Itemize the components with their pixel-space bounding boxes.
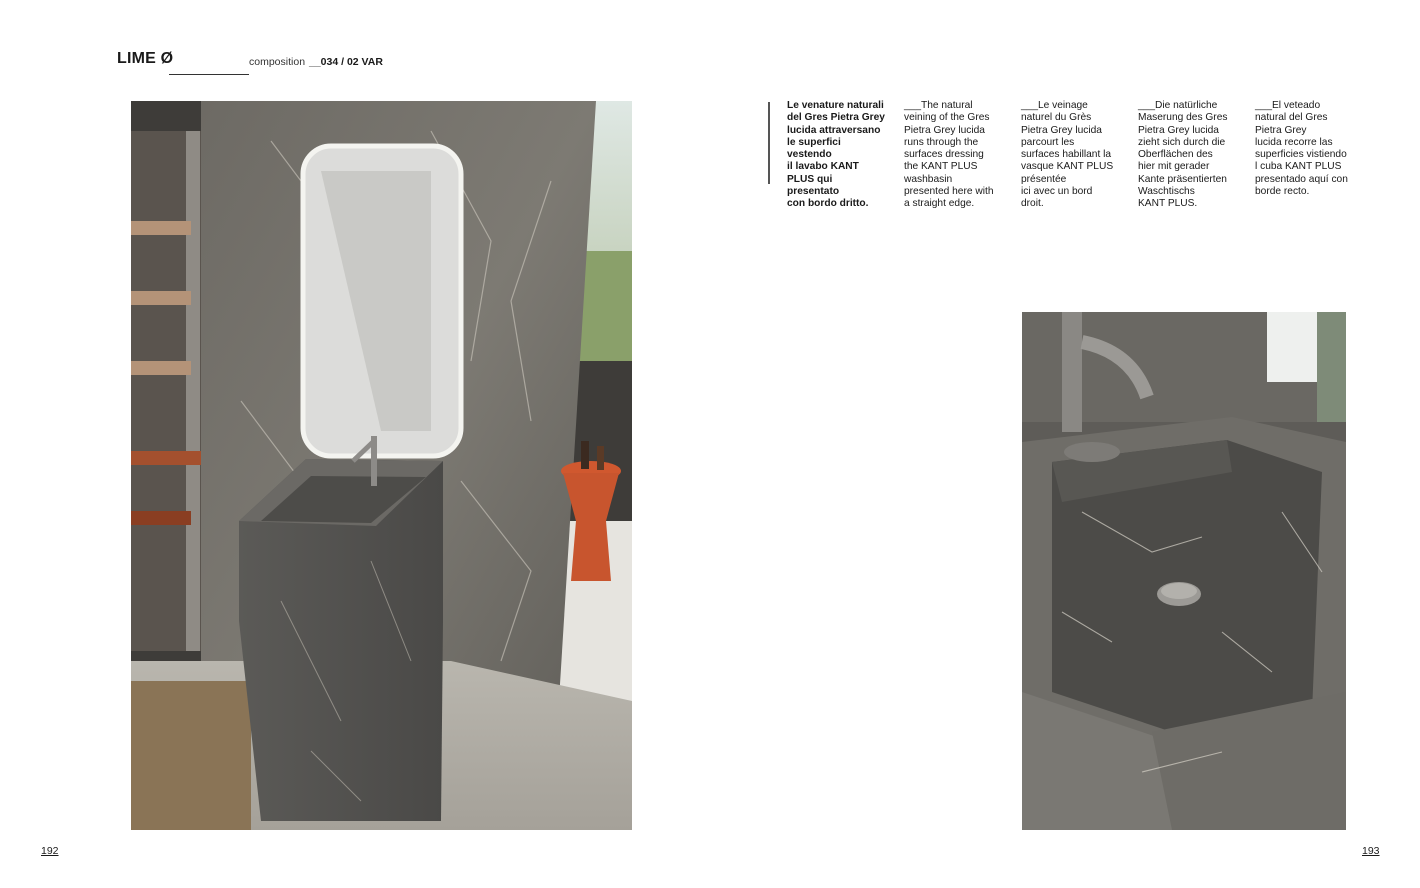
composition-label: composition <box>249 56 306 68</box>
description-italian: Le venature naturali del Gres Pietra Grey lucida attraversano le superfici vestendo il lavabo KANT PLUS qui presentato con bordo dritto. <box>787 100 885 210</box>
description-spanish: ___El veteado natural del Gres Pietra Grey lucida recorre las superficies vistiendo l cuba KANT PLUS presentado aquí con borde recto. <box>1255 100 1348 198</box>
composition-code: __034 / 02 VAR <box>309 56 383 68</box>
description-french: ___Le veinage naturel du Grès Pietra Grey lucida parcourt les surfaces habillant la vasque KANT PLUS présentée ici avec un bord droit. <box>1021 100 1114 210</box>
description-english: ___The natural veining of the Gres Pietra Grey lucida runs through the surfaces dressing the KANT PLUS washbasin presented here with a straight edge. <box>904 100 994 210</box>
description-german: ___Die natürliche Maserung des Gres Pietra Grey lucida zieht sich durch die Oberflächen des hier mit gerader Kante präsentierten Waschtischs KANT PLUS. <box>1138 100 1228 210</box>
description-rule <box>768 102 770 184</box>
title-underline <box>169 74 249 75</box>
product-title: LIME Ø <box>117 50 174 67</box>
bathroom-photo <box>131 101 632 830</box>
page-number-right: 193 <box>1362 845 1380 857</box>
washbasin-detail-photo <box>1022 312 1346 830</box>
page-number-left: 192 <box>41 845 59 857</box>
